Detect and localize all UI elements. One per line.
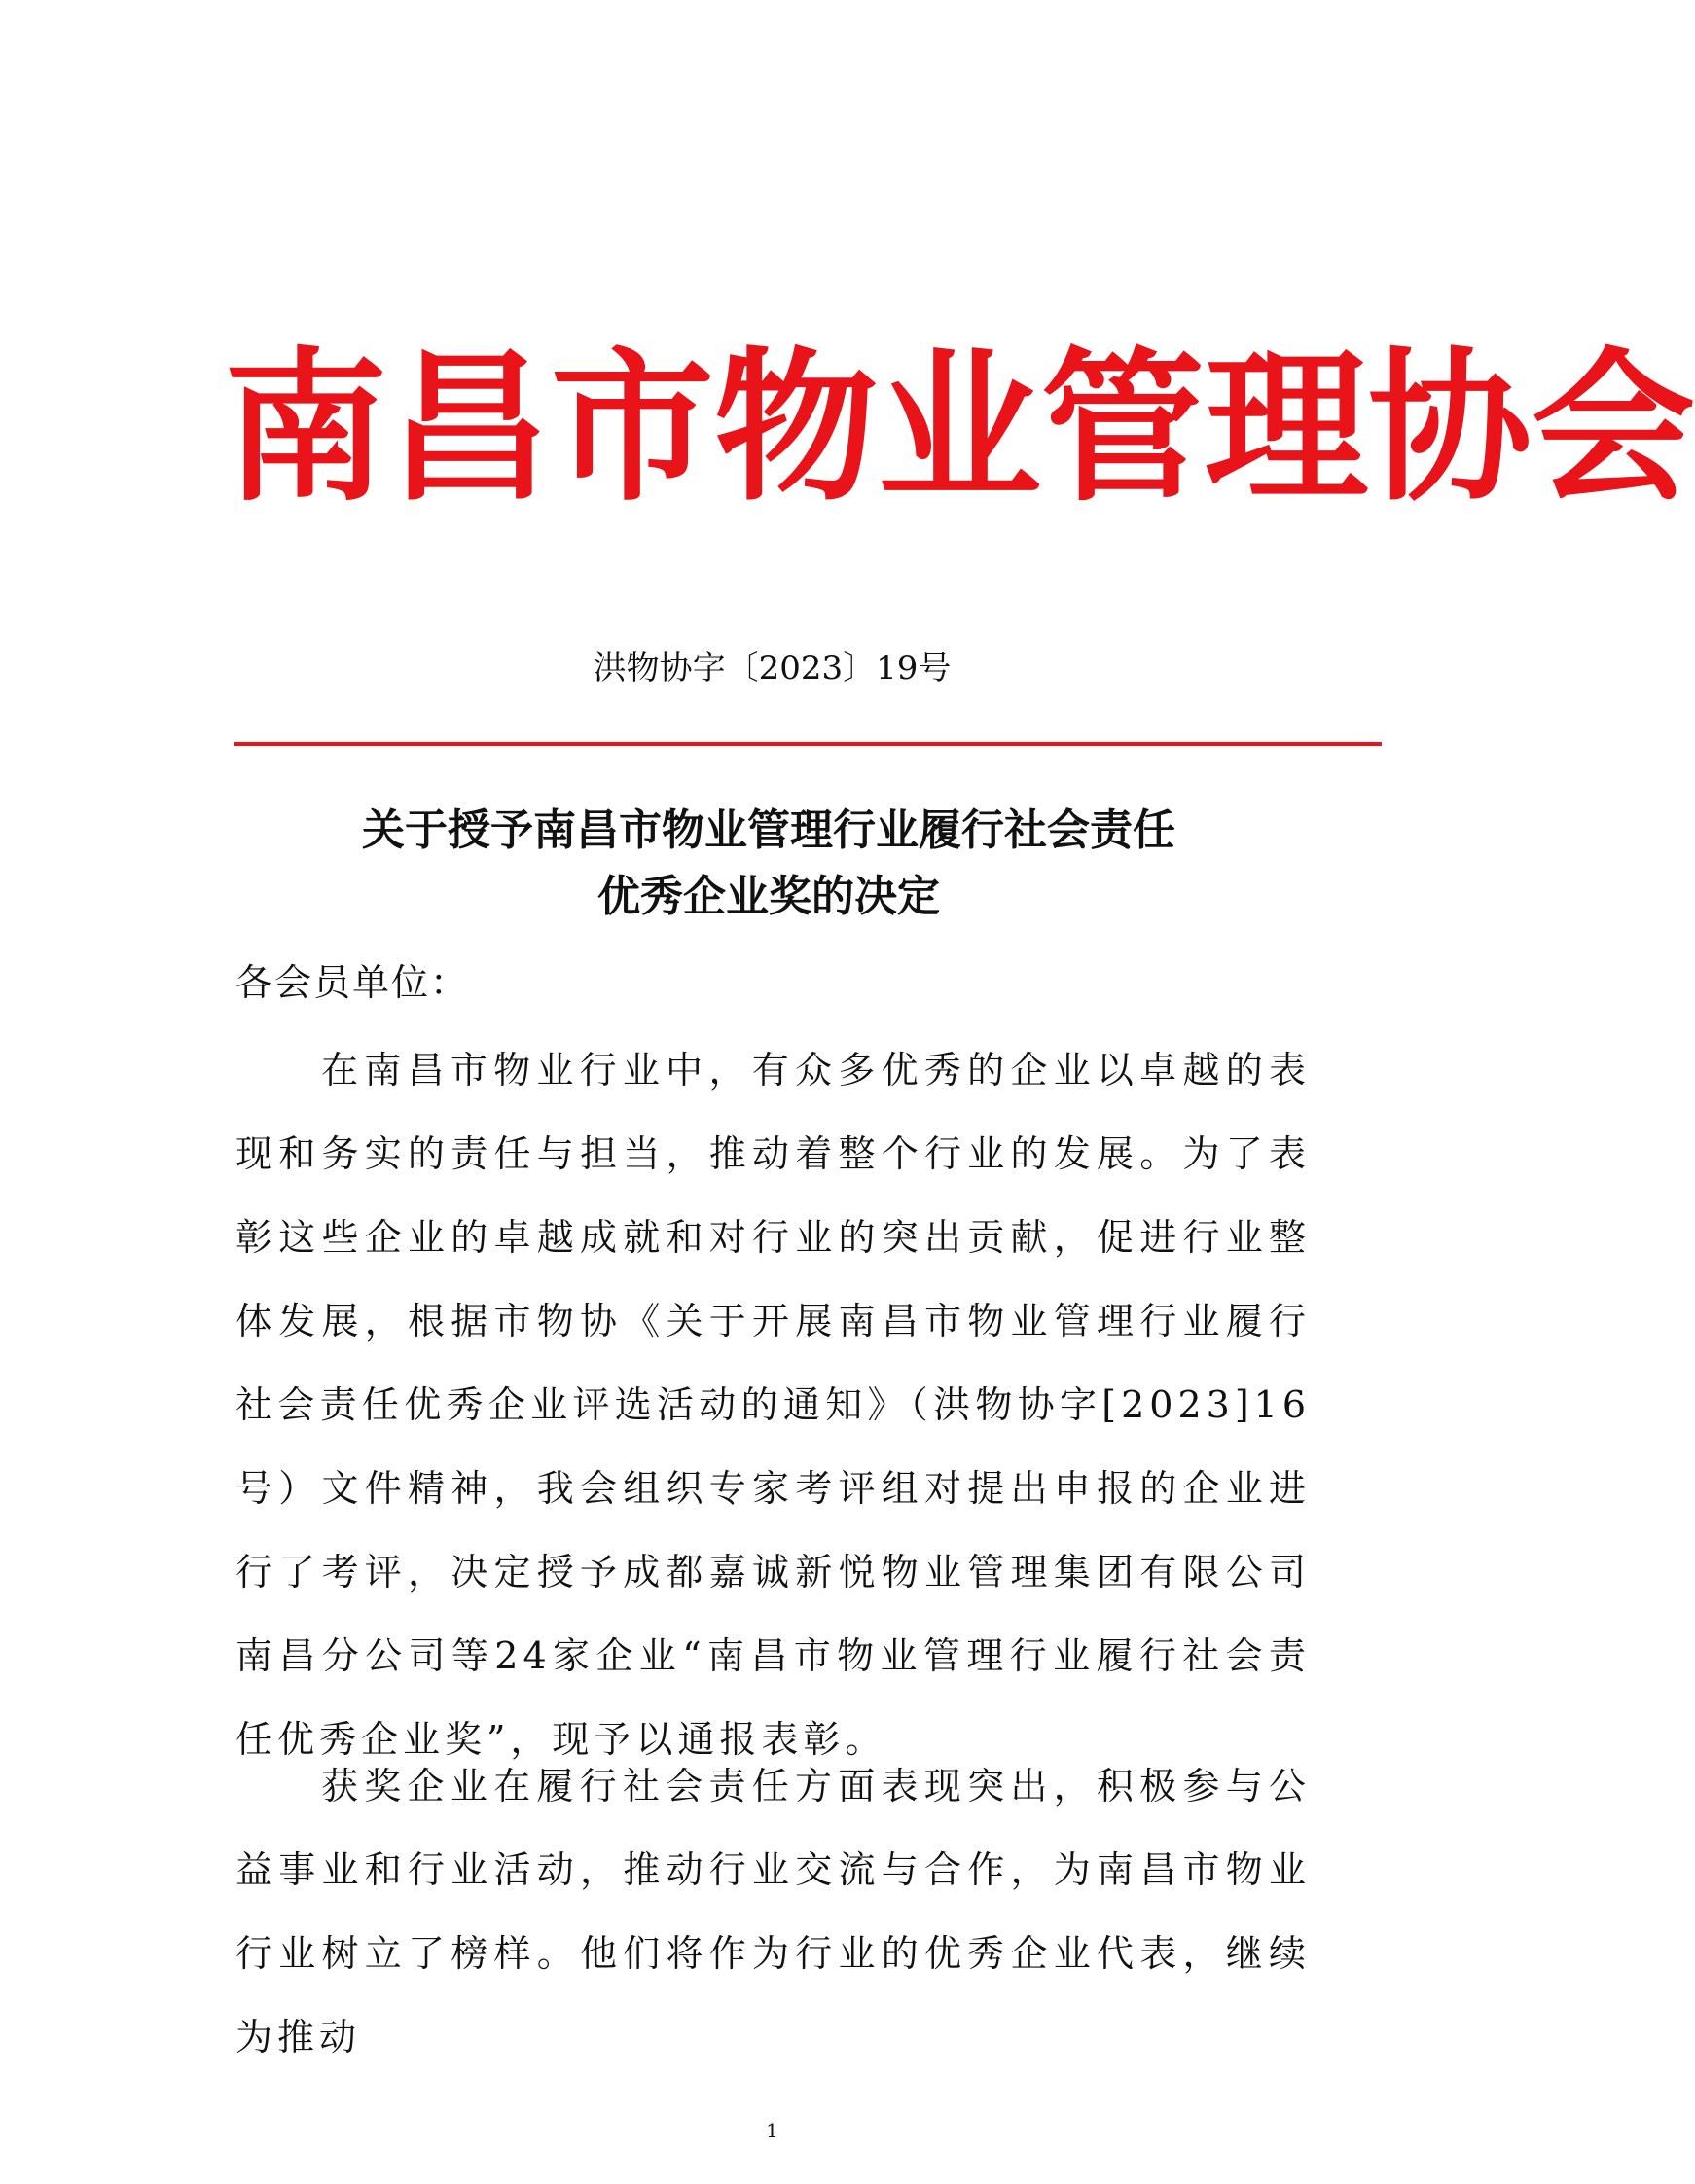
body-paragraph: 在南昌市物业行业中，有众多优秀的企业以卓越的表现和务实的责任与担当，推动着整个行业的发展。为了表彰这些企业的卓越成就和对行业的突出贡献，促进行业整体发展，根据市物协《关于开展南昌市物业管理行业履行社会责任优秀企业评选活动的通知》（洪物协字[2023]16号）文件精神，我会组织专家考评组对提出申报的企业进行了考评，决定授予成都嘉诚新悦物业管理集团有限公司南昌分公司等24家企业“南昌市物业管理行业履行社会责任优秀企业奖”，现予以通报表彰。: [235, 1049, 1311, 1761]
body-paragraph: 获奖企业在履行社会责任方面表现突出，积极参与公益事业和行业活动，推动行业交流与合作，为南昌市物业行业树立了榜样。他们将作为行业的优秀企业代表，继续为推动: [235, 1765, 1311, 2059]
title-line-1: 关于授予南昌市物业管理行业履行社会责任: [362, 806, 1175, 855]
document-number: 洪物协字〔2023〕19号: [593, 649, 952, 688]
page-number: 1: [766, 2119, 778, 2142]
salutation: 各会员单位：: [235, 961, 470, 1004]
document-title: [234, 798, 1304, 930]
title-line-2: 优秀企业奖的决定: [597, 872, 940, 921]
red-divider: [234, 742, 1382, 746]
masthead-title: 南昌市物业管理协会: [224, 333, 1695, 523]
